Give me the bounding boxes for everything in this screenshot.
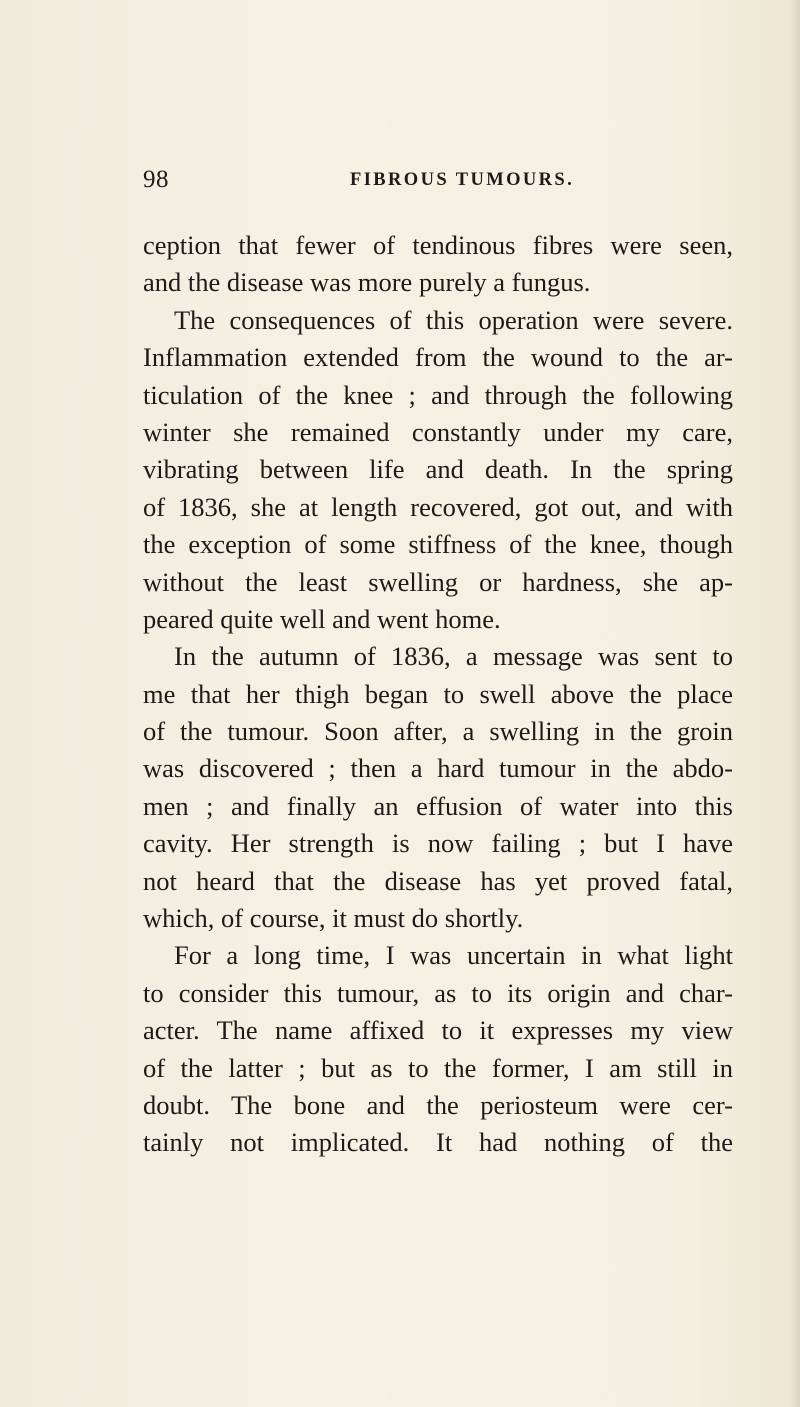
text-line: cavity. Her strength is now failing ; but I have	[143, 828, 733, 859]
text-line: The consequences of this operation were severe.	[174, 304, 733, 335]
page-number: 98	[143, 166, 169, 193]
text-line: of the tumour. Soon after, a swelling in the groin	[143, 716, 733, 747]
text-line: to consider this tumour, as to its origin and char-	[143, 977, 733, 1008]
text-line: without the least swelling or hardness, she ap-	[143, 566, 733, 597]
text-line: the exception of some stiffness of the knee, though	[143, 529, 733, 560]
text-line: was discovered ; then a hard tumour in the abdo-	[143, 753, 733, 784]
text-line: and the disease was more purely a fungus.	[143, 267, 591, 298]
page-header	[143, 165, 733, 195]
text-line: not heard that the disease has yet proved fatal,	[143, 865, 733, 896]
running-title: FIBROUS TUMOURS.	[350, 170, 575, 190]
text-line: of 1836, she at length recovered, got out, and with	[143, 491, 733, 522]
text-line: men ; and finally an effusion of water into this	[143, 790, 733, 821]
text-line: peared quite well and went home.	[143, 603, 501, 634]
page-edge-shadow	[790, 0, 800, 1407]
text-line: For a long time, I was uncertain in what light	[174, 940, 733, 971]
text-line: me that her thigh began to swell above the place	[143, 678, 733, 709]
text-line: vibrating between life and death. In the spring	[143, 454, 733, 485]
text-line: winter she remained constantly under my care,	[143, 416, 733, 447]
text-line: doubt. The bone and the periosteum were cer-	[143, 1089, 733, 1120]
text-line: Inflammation extended from the wound to the ar-	[143, 342, 733, 373]
text-line: tainly not implicated. It had nothing of the	[143, 1127, 733, 1158]
text-line: of the latter ; but as to the former, I am still in	[143, 1052, 733, 1083]
text-line: ception that fewer of tendinous fibres were seen,	[143, 230, 733, 260]
body-text	[143, 227, 733, 1162]
text-line: which, of course, it must do shortly.	[143, 903, 524, 934]
text-line: In the autumn of 1836, a message was sent to	[174, 641, 733, 672]
text-line: ticulation of the knee ; and through the following	[143, 379, 733, 410]
text-line: acter. The name affixed to it expresses my view	[143, 1015, 733, 1046]
